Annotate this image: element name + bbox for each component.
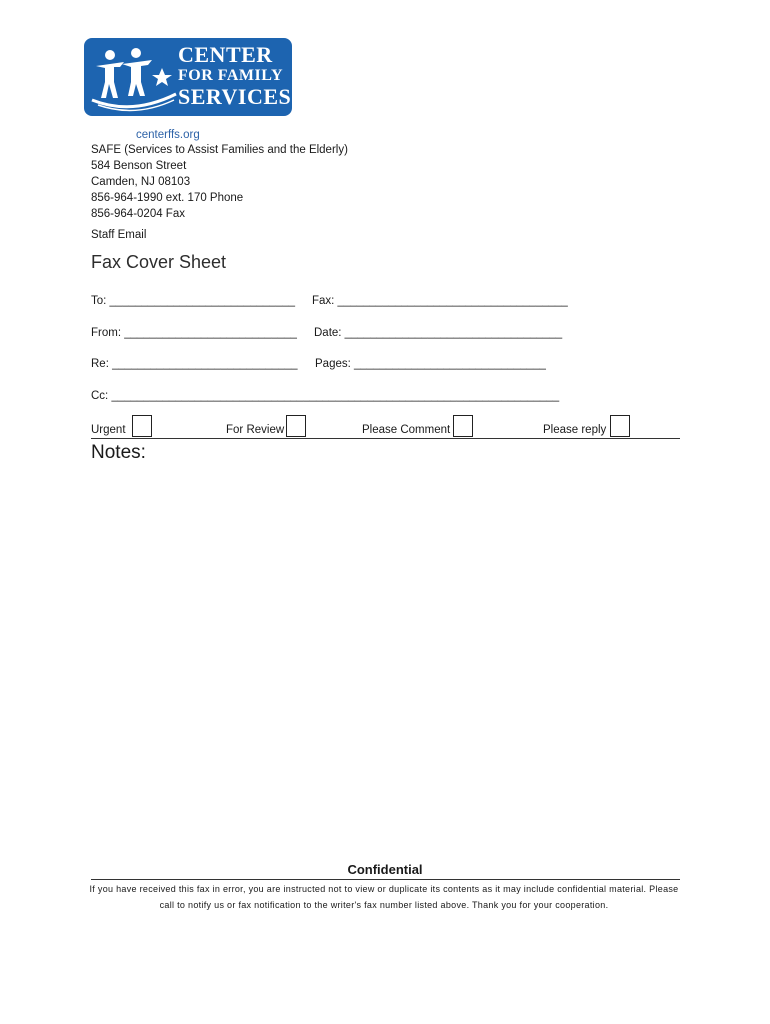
logo-text-services: SERVICES bbox=[178, 84, 292, 109]
city-state-zip: Camden, NJ 08103 bbox=[91, 176, 191, 188]
street-address: 584 Benson Street bbox=[91, 160, 187, 172]
please-comment-label: Please Comment bbox=[362, 424, 451, 436]
phone-number: 856-964-1990 ext. 170 Phone bbox=[91, 192, 244, 204]
from-field[interactable]: From: ___________________________ bbox=[91, 327, 297, 339]
organization-name: SAFE (Services to Assist Families and the Elderly) bbox=[91, 144, 348, 156]
organization-logo bbox=[84, 38, 292, 116]
notes-heading: Notes: bbox=[91, 442, 146, 463]
confidentiality-disclaimer: If you have received this fax in error, you are instructed not to view or duplicate its contents as it may include confidential material. Please call to notify us or fax notification to the writer's fax number listed above. Thank you for your cooperation. bbox=[89, 884, 679, 910]
urgent-checkbox[interactable] bbox=[132, 415, 152, 437]
re-field[interactable]: Re: _____________________________ bbox=[91, 358, 298, 370]
for-review-checkbox[interactable] bbox=[286, 415, 306, 437]
logo-text-center: CENTER bbox=[178, 42, 273, 67]
to-field[interactable]: To: _____________________________ bbox=[91, 295, 296, 307]
fax-field[interactable]: Fax: ____________________________________ bbox=[312, 295, 568, 307]
urgent-label: Urgent bbox=[91, 424, 126, 436]
date-field[interactable]: Date: __________________________________ bbox=[314, 327, 563, 339]
fax-number: 856-964-0204 Fax bbox=[91, 208, 185, 220]
staff-email-label: Staff Email bbox=[91, 229, 147, 241]
website-link[interactable]: centerffs.org bbox=[136, 129, 200, 141]
please-reply-checkbox[interactable] bbox=[610, 415, 630, 437]
please-comment-checkbox[interactable] bbox=[453, 415, 473, 437]
cc-field[interactable]: Cc: ______________________________________________________________________ bbox=[91, 390, 560, 402]
for-review-label: For Review bbox=[226, 424, 285, 436]
confidential-heading: Confidential bbox=[347, 862, 423, 877]
pages-field[interactable]: Pages: ______________________________ bbox=[315, 358, 546, 370]
please-reply-label: Please reply bbox=[543, 424, 607, 436]
logo-text-for-family: FOR FAMILY bbox=[178, 67, 283, 84]
footer-divider bbox=[91, 879, 680, 880]
page-title: Fax Cover Sheet bbox=[91, 252, 227, 272]
section-divider bbox=[91, 438, 680, 439]
